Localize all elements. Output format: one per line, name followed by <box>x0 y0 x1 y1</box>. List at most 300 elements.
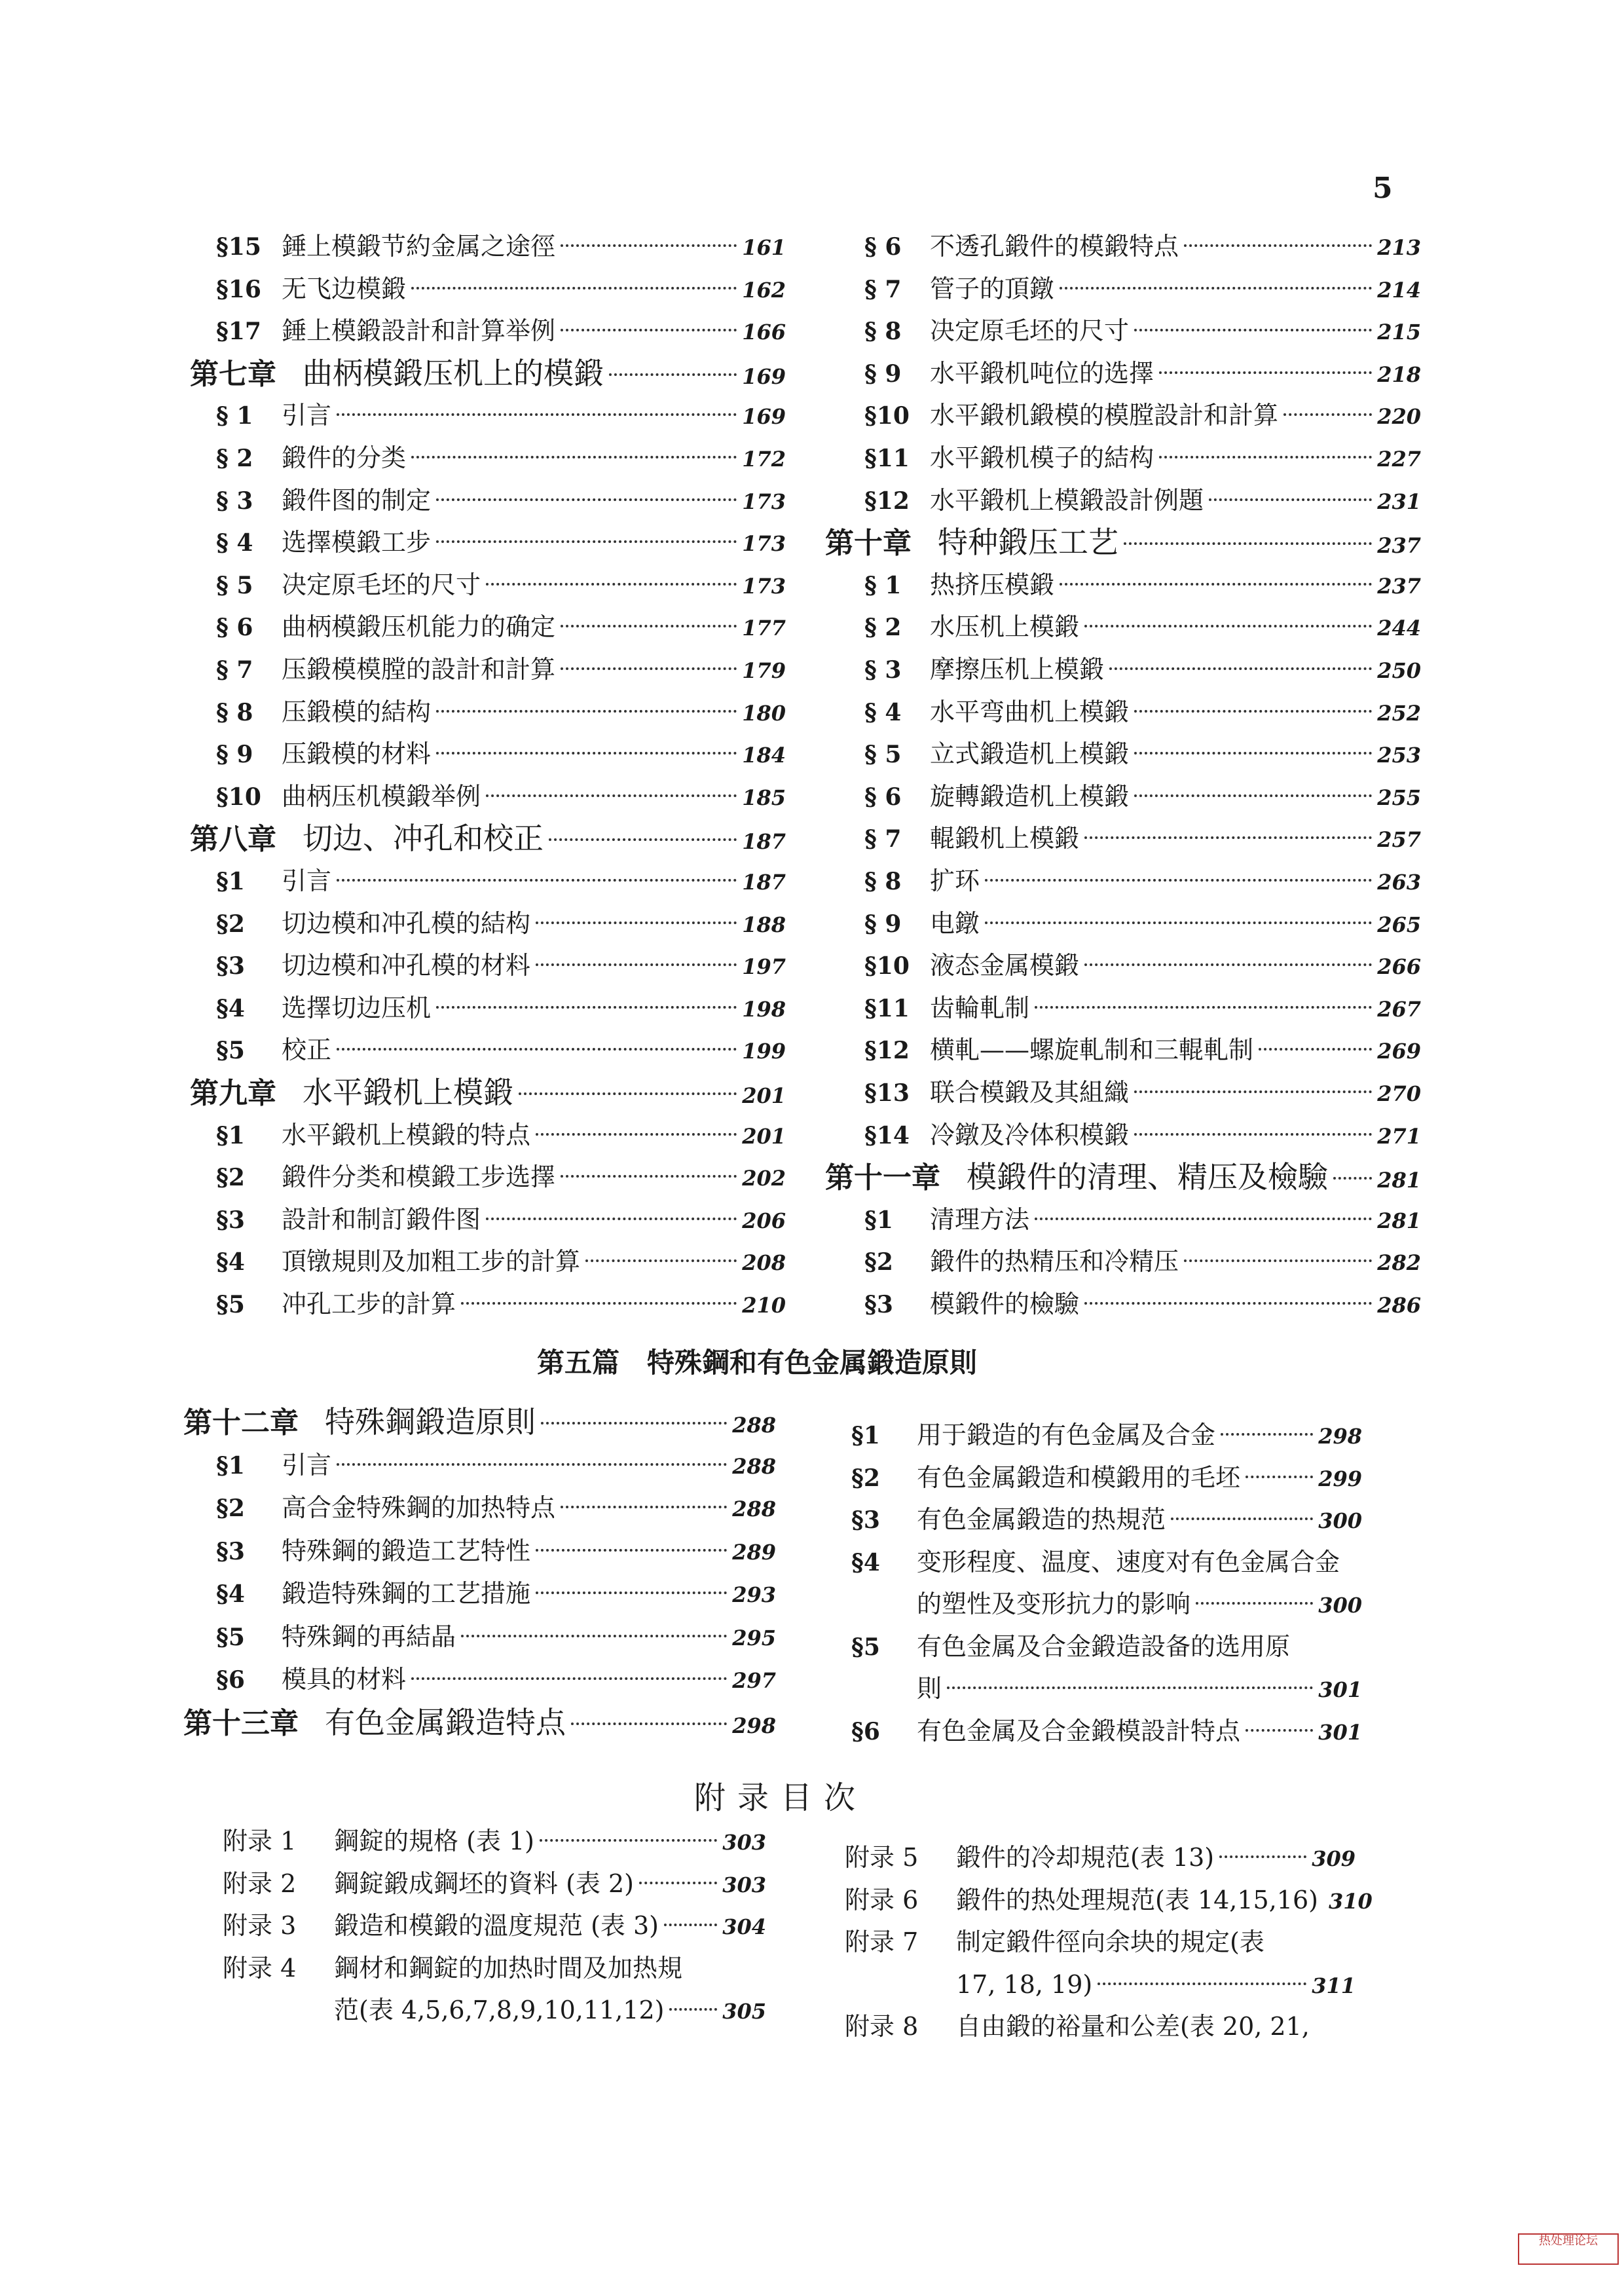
dot-leader <box>1196 1602 1313 1605</box>
dot-leader <box>1184 1259 1372 1262</box>
page-ref: 270 <box>1377 1081 1421 1106</box>
toc-entry <box>223 1905 766 1946</box>
toc-entry <box>851 1499 1362 1540</box>
section-number: §2 <box>216 1495 245 1522</box>
entry-title: 水平鍛机上模鍛 <box>303 1075 513 1110</box>
toc-entry <box>223 1948 766 1988</box>
page-ref: 220 <box>1377 404 1421 430</box>
entry-title: 17, 18, 19) <box>956 1969 1093 1999</box>
dot-leader <box>519 1092 737 1095</box>
dot-leader <box>1333 1177 1372 1180</box>
toc-entry <box>216 734 786 774</box>
section-number: § 9 <box>864 360 902 388</box>
toc-entry <box>216 945 786 986</box>
page-ref: 288 <box>732 1413 776 1438</box>
page-ref: 208 <box>742 1250 786 1276</box>
entry-title: 制定鍛件徑向余块的規定(表 <box>956 1927 1264 1956</box>
dot-leader <box>436 498 737 501</box>
entry-title: 选擇切边压机 <box>282 993 432 1022</box>
page-ref: 311 <box>1312 1973 1356 1998</box>
toc-entry <box>845 2006 1356 2047</box>
section-number: §3 <box>216 1206 245 1234</box>
section-number: §15 <box>216 233 261 261</box>
page-ref: 199 <box>742 1039 786 1064</box>
section-number: §3 <box>216 1537 245 1565</box>
entry-title: 范(表 4,5,6,7,8,9,10,11,12) <box>334 1996 665 2024</box>
chapter-entry <box>183 1402 776 1442</box>
dot-leader <box>536 963 737 966</box>
entry-title: 鋼錠鍛成鋼坯的資料 (表 2) <box>334 1869 634 1898</box>
dot-leader <box>1124 542 1372 545</box>
dot-leader <box>1283 413 1372 416</box>
section-number: § 1 <box>864 571 902 599</box>
entry-title: 特殊鋼鍛造原則 <box>325 1404 536 1440</box>
page-ref: 293 <box>732 1582 776 1607</box>
entry-title: 有色金属鍛造和模鍛用的毛坯 <box>917 1462 1241 1492</box>
entry-title: 水压机上模鍛 <box>930 612 1080 642</box>
section-number: §13 <box>864 1079 910 1107</box>
page-ref: 257 <box>1377 827 1421 853</box>
toc-entry <box>864 649 1421 690</box>
toc-entry <box>864 776 1421 817</box>
page-ref: 286 <box>1377 1293 1421 1318</box>
section-number: §3 <box>216 952 245 980</box>
toc-entry <box>216 1115 786 1155</box>
page-ref: 263 <box>1377 870 1421 895</box>
dot-leader <box>1134 1090 1372 1093</box>
page-ref: 253 <box>1377 743 1421 768</box>
toc-entry <box>864 945 1421 986</box>
section-number: 附录 4 <box>223 1953 297 1983</box>
chapter-number: 第十三章 <box>183 1706 299 1740</box>
page-ref: 309 <box>1312 1846 1356 1871</box>
toc-entry <box>216 226 786 267</box>
toc-entry <box>216 649 786 690</box>
section-number: 附录 7 <box>845 1927 919 1956</box>
toc-entry <box>864 1115 1421 1155</box>
dot-leader <box>1209 498 1372 501</box>
toc-entry <box>851 1415 1362 1455</box>
page-number: 5 <box>1373 172 1393 205</box>
dot-leader <box>1134 794 1372 797</box>
page-ref: 180 <box>742 700 786 726</box>
toc-entry <box>216 395 786 436</box>
entry-title: 管子的頂鐓 <box>930 274 1055 303</box>
page-ref: 304 <box>722 1914 766 1939</box>
entry-title: 旋轉鍛造机上模鍛 <box>930 781 1130 811</box>
page-ref: 250 <box>1377 658 1421 683</box>
entry-title: 无飞边模鍛 <box>282 274 407 303</box>
section-number: § 2 <box>864 614 902 642</box>
page-ref: 303 <box>722 1872 766 1897</box>
toc-entry <box>216 1241 786 1282</box>
dot-leader <box>1246 1729 1313 1732</box>
entry-title: 鋼錠的規格 (表 1) <box>334 1827 534 1855</box>
entry-title: 切边模和冲孔模的材料 <box>282 951 531 980</box>
dot-leader <box>540 1839 717 1842</box>
dot-leader <box>1171 1518 1313 1520</box>
entry-title: 冲孔工步的計算 <box>282 1290 456 1318</box>
toc-entry <box>864 1199 1421 1240</box>
section-number: § 5 <box>864 741 902 769</box>
entry-title: 横軋——螺旋軋制和三輥軋制 <box>930 1035 1254 1065</box>
page-ref: 197 <box>742 954 786 980</box>
page-ref: 300 <box>1318 1593 1362 1618</box>
dot-leader <box>1246 1476 1313 1478</box>
page-ref: 166 <box>742 320 786 345</box>
entry-title: 錘上模鍛节約金属之途徑 <box>282 232 556 261</box>
page-ref: 188 <box>742 912 786 937</box>
section-number: §17 <box>216 318 261 346</box>
toc-entry <box>216 310 786 351</box>
section-number: §1 <box>216 868 245 895</box>
chapter-entry <box>825 1157 1421 1197</box>
section-number: §2 <box>851 1464 880 1492</box>
toc-entry <box>216 1284 786 1324</box>
toc-entry <box>845 1964 1356 2005</box>
dot-leader <box>1134 329 1372 331</box>
toc-entry <box>216 1199 786 1240</box>
entry-title: 特种鍛压工艺 <box>938 525 1118 561</box>
section-number: §10 <box>216 783 261 811</box>
page-ref: 210 <box>742 1293 786 1318</box>
dot-leader <box>536 1592 727 1594</box>
entry-title: 錘上模鍛設計和計算举例 <box>282 316 556 346</box>
toc-entry <box>851 1626 1362 1667</box>
dot-leader <box>486 1218 737 1220</box>
page-ref: 288 <box>732 1453 776 1479</box>
page-ref: 231 <box>1377 489 1421 514</box>
dot-leader <box>609 373 737 376</box>
entry-title: 清理方法 <box>930 1204 1030 1234</box>
page-ref: 218 <box>1377 362 1421 387</box>
page-ref: 173 <box>742 489 786 514</box>
toc-entry <box>864 734 1421 774</box>
page-ref: 299 <box>1318 1466 1362 1491</box>
section-number: § 8 <box>864 318 902 346</box>
page-ref: 173 <box>742 573 786 599</box>
toc-entry <box>216 861 786 901</box>
page-ref: 281 <box>1377 1168 1421 1193</box>
page-ref: 172 <box>742 447 786 472</box>
section-number: §3 <box>851 1506 880 1534</box>
entry-title: 引言 <box>282 401 332 430</box>
entry-title: 齿輪軋制 <box>930 993 1030 1022</box>
page-ref: 266 <box>1377 954 1421 980</box>
section-number: §11 <box>864 445 910 472</box>
entry-title: 有色金属及合金鍛造設备的选用原 <box>917 1631 1291 1661</box>
page-ref: 265 <box>1377 912 1421 937</box>
dot-leader <box>1259 1048 1372 1051</box>
toc-entry <box>216 565 786 605</box>
entry-title: 特殊鋼的再結晶 <box>282 1622 456 1651</box>
section-number: §6 <box>216 1666 245 1694</box>
dot-leader <box>1134 1133 1372 1136</box>
page-ref: 305 <box>722 1999 766 2024</box>
dot-leader <box>1184 244 1372 247</box>
section-number: 附录 3 <box>223 1911 297 1940</box>
dot-leader <box>461 1302 737 1305</box>
toc-entry <box>223 1821 766 1861</box>
section-number: §12 <box>864 1037 910 1065</box>
entry-title: 曲柄模鍛压机能力的确定 <box>282 612 556 642</box>
entry-title: 引言 <box>282 1450 332 1480</box>
dot-leader <box>1084 625 1372 627</box>
entry-title: 水平弯曲机上模鍛 <box>930 697 1130 726</box>
toc-entry <box>864 861 1421 901</box>
entry-title: 切边、冲孔和校正 <box>303 821 544 857</box>
section-number: §1 <box>216 1451 245 1480</box>
entry-title: 选擇模鍛工步 <box>282 528 432 557</box>
dot-leader <box>536 922 737 924</box>
dot-leader <box>486 583 737 586</box>
toc-entry <box>216 269 786 309</box>
toc-entry <box>216 1659 776 1700</box>
dot-leader <box>639 1882 717 1884</box>
toc-entry <box>864 565 1421 605</box>
section-number: §5 <box>216 1291 245 1318</box>
section-number: §12 <box>864 487 910 515</box>
entry-title: 决定原毛坯的尺寸 <box>282 570 481 599</box>
page-ref: 237 <box>1377 573 1421 599</box>
section-number: §2 <box>216 1164 245 1192</box>
section-number: § 2 <box>216 445 253 472</box>
entry-title: 水平鍛机上模鍛的特点 <box>282 1120 531 1149</box>
section-number: §3 <box>864 1291 893 1318</box>
section-number: §4 <box>216 1248 245 1276</box>
entry-title: 用于鍛造的有色金属及合金 <box>917 1421 1216 1449</box>
entry-title: 有色金属及合金鍛模設計特点 <box>917 1716 1241 1745</box>
section-number: 附录 2 <box>223 1869 297 1898</box>
dot-leader <box>337 413 737 416</box>
section-number: §2 <box>864 1248 893 1276</box>
toc-entry <box>845 1880 1373 1920</box>
entry-title: 有色金属鍛造的热規范 <box>917 1505 1166 1534</box>
entry-title: 扩环 <box>930 866 980 895</box>
section-number: §14 <box>864 1121 910 1149</box>
dot-leader <box>561 667 737 670</box>
section-number: 附录 8 <box>845 2012 919 2041</box>
toc-entry <box>851 1668 1362 1709</box>
dot-leader <box>561 244 737 247</box>
dot-leader <box>337 1048 737 1051</box>
toc-entry <box>864 310 1421 351</box>
entry-title: 变形程度、温度、速度对有色金属合金 <box>917 1547 1340 1576</box>
chapter-entry <box>190 1072 786 1113</box>
dot-leader <box>1035 1006 1372 1009</box>
part-heading: 第五篇 特殊鋼和有色金属鍛造原則 <box>537 1347 978 1379</box>
chapter-entry <box>190 353 786 394</box>
page-ref: 201 <box>742 1123 786 1149</box>
entry-title: 鍛件的热处理規范(表 14,15,16) <box>956 1885 1318 1914</box>
page-ref: 271 <box>1377 1123 1421 1149</box>
dot-leader <box>536 1549 727 1552</box>
toc-entry <box>864 818 1421 859</box>
toc-entry <box>864 606 1421 647</box>
dot-leader <box>436 710 737 713</box>
toc-entry <box>216 903 786 944</box>
page-ref: 169 <box>742 404 786 430</box>
entry-title: 引言 <box>282 866 332 895</box>
dot-leader <box>1098 1983 1306 1985</box>
page-ref: 198 <box>742 996 786 1022</box>
dot-leader <box>571 1723 727 1725</box>
page-ref: 288 <box>732 1497 776 1521</box>
page-ref: 215 <box>1377 320 1421 345</box>
page-ref: 206 <box>742 1208 786 1233</box>
toc-entry <box>216 776 786 817</box>
entry-title: 决定原毛坯的尺寸 <box>930 316 1130 346</box>
toc-entry <box>864 1072 1421 1113</box>
dot-leader <box>536 1133 737 1136</box>
page-ref: 179 <box>742 658 786 683</box>
dot-leader <box>561 1506 727 1508</box>
page-ref: 300 <box>1318 1508 1362 1533</box>
section-number: § 6 <box>864 783 902 811</box>
dot-leader <box>585 1259 737 1262</box>
entry-title: 不透孔鍛件的模鍛特点 <box>930 232 1179 261</box>
section-number: §2 <box>216 910 245 938</box>
section-number: §10 <box>864 952 910 980</box>
page-ref: 213 <box>1377 235 1421 260</box>
toc-entry <box>851 1457 1362 1498</box>
section-number: §11 <box>864 994 910 1022</box>
section-number: § 4 <box>864 698 902 726</box>
section-number: § 7 <box>216 656 253 684</box>
section-number: § 1 <box>216 402 253 430</box>
entry-title: 摩擦压机上模鍛 <box>930 655 1105 684</box>
section-number: §6 <box>851 1717 880 1745</box>
dot-leader <box>1060 287 1372 289</box>
page-ref: 298 <box>1318 1424 1362 1449</box>
chapter-number: 第八章 <box>190 823 276 857</box>
toc-entry <box>864 903 1421 944</box>
dot-leader <box>985 922 1372 924</box>
section-number: 附录 5 <box>845 1843 919 1872</box>
watermark-stamp: 热处理论坛 <box>1518 2233 1619 2265</box>
dot-leader <box>947 1686 1313 1689</box>
toc-entry <box>216 1157 786 1197</box>
toc-entry <box>864 353 1421 394</box>
dot-leader <box>1084 1302 1372 1305</box>
dot-leader <box>669 2008 717 2011</box>
page-ref: 201 <box>742 1083 786 1108</box>
toc-entry <box>864 1030 1421 1070</box>
page-ref: 187 <box>742 829 786 855</box>
entry-title: 自由鍛的裕量和公差(表 20, 21, <box>956 2012 1310 2041</box>
appendix-heading: 附录目次 <box>694 1779 868 1816</box>
entry-title: 則 <box>917 1674 942 1703</box>
entry-title: 压鍛模的材料 <box>282 739 432 769</box>
entry-title: 的塑性及变形抗力的影响 <box>917 1590 1191 1618</box>
toc-entry <box>223 1863 766 1904</box>
entry-title: 立式鍛造机上模鍛 <box>930 739 1130 769</box>
entry-title: 高合金特殊鋼的加热特点 <box>282 1493 556 1522</box>
entry-title: 鍛件的热精压和冷精压 <box>930 1247 1179 1276</box>
entry-title: 切边模和冲孔模的結构 <box>282 908 531 938</box>
page-ref: 282 <box>1377 1250 1421 1276</box>
dot-leader <box>411 287 737 289</box>
page-ref: 173 <box>742 531 786 557</box>
entry-title: 輥鍛机上模鍛 <box>930 824 1080 853</box>
dot-leader <box>541 1422 727 1425</box>
section-number: § 6 <box>216 614 253 642</box>
entry-title: 鍛件图的制定 <box>282 485 432 515</box>
entry-title: 鍛造和模鍛的溫度規范 (表 3) <box>334 1911 659 1940</box>
toc-entry <box>216 606 786 647</box>
page-ref: 161 <box>742 235 786 260</box>
entry-title: 鍛件的冷却規范(表 13) <box>956 1843 1215 1872</box>
dot-leader <box>985 879 1372 882</box>
toc-entry <box>864 438 1421 478</box>
page-ref: 255 <box>1377 785 1421 810</box>
section-number: §4 <box>216 1580 245 1608</box>
entry-title: 水平鍛机模子的結构 <box>930 443 1154 472</box>
page-ref: 202 <box>742 1166 786 1191</box>
entry-title: 鍛件分类和模鍛工步选擇 <box>282 1163 556 1192</box>
dot-leader <box>436 752 737 754</box>
dot-leader <box>549 838 737 841</box>
dot-leader <box>461 1635 727 1637</box>
page-ref: 297 <box>732 1668 776 1693</box>
toc-entry <box>864 988 1421 1028</box>
section-number: § 9 <box>216 741 253 769</box>
toc-entry <box>864 1241 1421 1282</box>
section-number: §4 <box>216 994 245 1022</box>
page-ref: 267 <box>1377 996 1421 1022</box>
entry-title: 有色金属鍛造特点 <box>325 1704 566 1740</box>
page-ref: 289 <box>732 1539 776 1565</box>
dot-leader <box>1134 710 1372 713</box>
chapter-entry <box>825 522 1421 563</box>
page-ref: 301 <box>1318 1677 1362 1702</box>
entry-title: 压鍛模的結构 <box>282 697 432 726</box>
dot-leader <box>561 625 737 627</box>
page-ref: 187 <box>742 870 786 895</box>
section-number: § 6 <box>864 233 902 261</box>
dot-leader <box>337 1463 727 1466</box>
page-ref: 227 <box>1377 447 1421 472</box>
dot-leader <box>1109 667 1372 670</box>
dot-leader <box>337 879 737 882</box>
section-number: § 7 <box>864 825 902 853</box>
dot-leader <box>411 1677 727 1680</box>
section-number: § 3 <box>864 656 902 684</box>
section-number: § 7 <box>864 275 902 303</box>
dot-leader <box>1159 371 1372 374</box>
page-ref: 295 <box>732 1625 776 1650</box>
toc-entry <box>216 1573 776 1614</box>
section-number: §4 <box>851 1548 880 1576</box>
page-ref: 169 <box>742 363 786 389</box>
page-ref: 237 <box>1377 533 1421 559</box>
page-ref: 244 <box>1377 616 1421 641</box>
toc-entry <box>223 1990 766 2030</box>
section-number: § 8 <box>216 698 253 726</box>
toc-entry <box>216 692 786 732</box>
chapter-number: 第九章 <box>190 1077 276 1110</box>
section-number: §1 <box>216 1121 245 1149</box>
entry-title: 模鍛件的清理、精压及檢驗 <box>967 1159 1328 1195</box>
entry-title: 校正 <box>282 1035 332 1065</box>
section-number: §5 <box>216 1623 245 1651</box>
toc-entry <box>864 269 1421 309</box>
entry-title: 頂镦規則及加粗工步的計算 <box>282 1247 581 1276</box>
section-number: 附录 1 <box>223 1827 297 1855</box>
toc-entry <box>851 1711 1362 1751</box>
dot-leader <box>1134 752 1372 754</box>
entry-title: 模具的材料 <box>282 1665 407 1694</box>
